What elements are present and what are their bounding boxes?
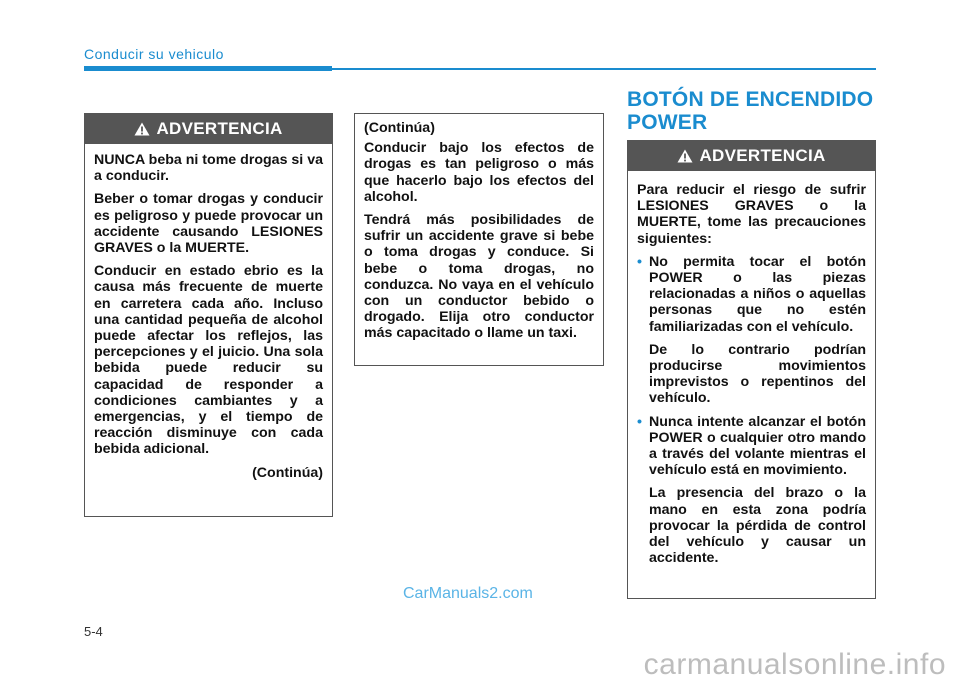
left-warning-title: ADVERTENCIA (156, 119, 283, 138)
left-warning-continues: (Continúa) (252, 464, 323, 481)
continuation-label: (Continúa) (364, 120, 435, 136)
section-title-line2: POWER (627, 111, 708, 134)
middle-continuation-box (354, 113, 604, 366)
bullet-item (637, 254, 866, 335)
section-header-title: Conducir su vehiculo (84, 46, 224, 62)
right-warning-body (628, 171, 875, 583)
left-warning-paragraph: NUNCA beba ni tome drogas si va a conducir. (94, 152, 323, 185)
warning-triangle-icon (134, 122, 150, 136)
bullet-text: No permita tocar el botón POWER o las piezas relacionadas a niños o aquellas personas que no estén familiarizadas con el vehículo. (649, 253, 866, 335)
bullet-text: Nunca intente alcanzar el botón POWER o cualquier otro mando a través del volante mientras el vehículo está en movimiento. (649, 413, 866, 479)
right-warning-header (628, 141, 875, 171)
header-rule-thick (84, 66, 332, 71)
bullet-dot-icon: • (637, 253, 642, 270)
left-warning-body (85, 144, 332, 498)
continuation-paragraph: Conducir bajo los efectos de drogas es tan peligroso o más que hacerlo bajo los efectos del alcohol. (364, 140, 594, 205)
right-warning-title: ADVERTENCIA (699, 146, 826, 165)
section-title-line1: BOTÓN DE ENCENDIDO (627, 88, 874, 111)
header-rule-thin (332, 68, 876, 70)
page-number: 5-4 (84, 624, 103, 639)
warning-triangle-icon (677, 149, 693, 163)
bullet-subtext: De lo contrario podrían producirse movimientos imprevistos o repentinos del vehículo. (649, 341, 866, 407)
section-title (627, 88, 873, 134)
left-warning-header (85, 114, 332, 144)
bullet-item (637, 414, 866, 479)
left-warning-box (84, 113, 333, 517)
right-warning-box (627, 140, 876, 599)
continuation-paragraph: Tendrá más posibilidades de sufrir un accidente grave si bebe o toma drogas y conduce. Si bebe o toma drogas, no conduzca. No vaya en el vehículo con un conductor bebido o drogado. Elija otro conductor más capacitado o llame un taxi. (364, 212, 594, 342)
right-warning-intro: Para reducir el riesgo de sufrir LESIONES GRAVES o la MUERTE, tome las precauciones siguientes: (637, 182, 866, 247)
left-warning-paragraph: Conducir en estado ebrio es la causa más frecuente de muerte en carretera cada año. Incluso una cantidad pequeña de alcohol puede afectar los reflejos, las percepciones y el juicio. Una sola bebida puede reducir su capacidad de responder a condiciones cambiantes y a emergencias, y el tiempo de reacción disminuye con cada bebida adicional. (94, 263, 323, 458)
middle-continuation-body (355, 114, 603, 359)
left-warning-paragraph: Beber o tomar drogas y conducir es peligroso y puede provocar un accidente causando LESIONES GRAVES o la MUERTE. (94, 191, 323, 257)
bullet-subtext: La presencia del brazo o la mano en esta zona podría provocar la pérdida de control del vehículo y causar un accidente. (649, 485, 866, 567)
watermark-link[interactable]: CarManuals2.com (403, 585, 533, 602)
bullet-dot-icon: • (637, 413, 642, 430)
watermark-footer: carmanualsonline.info (643, 648, 946, 681)
